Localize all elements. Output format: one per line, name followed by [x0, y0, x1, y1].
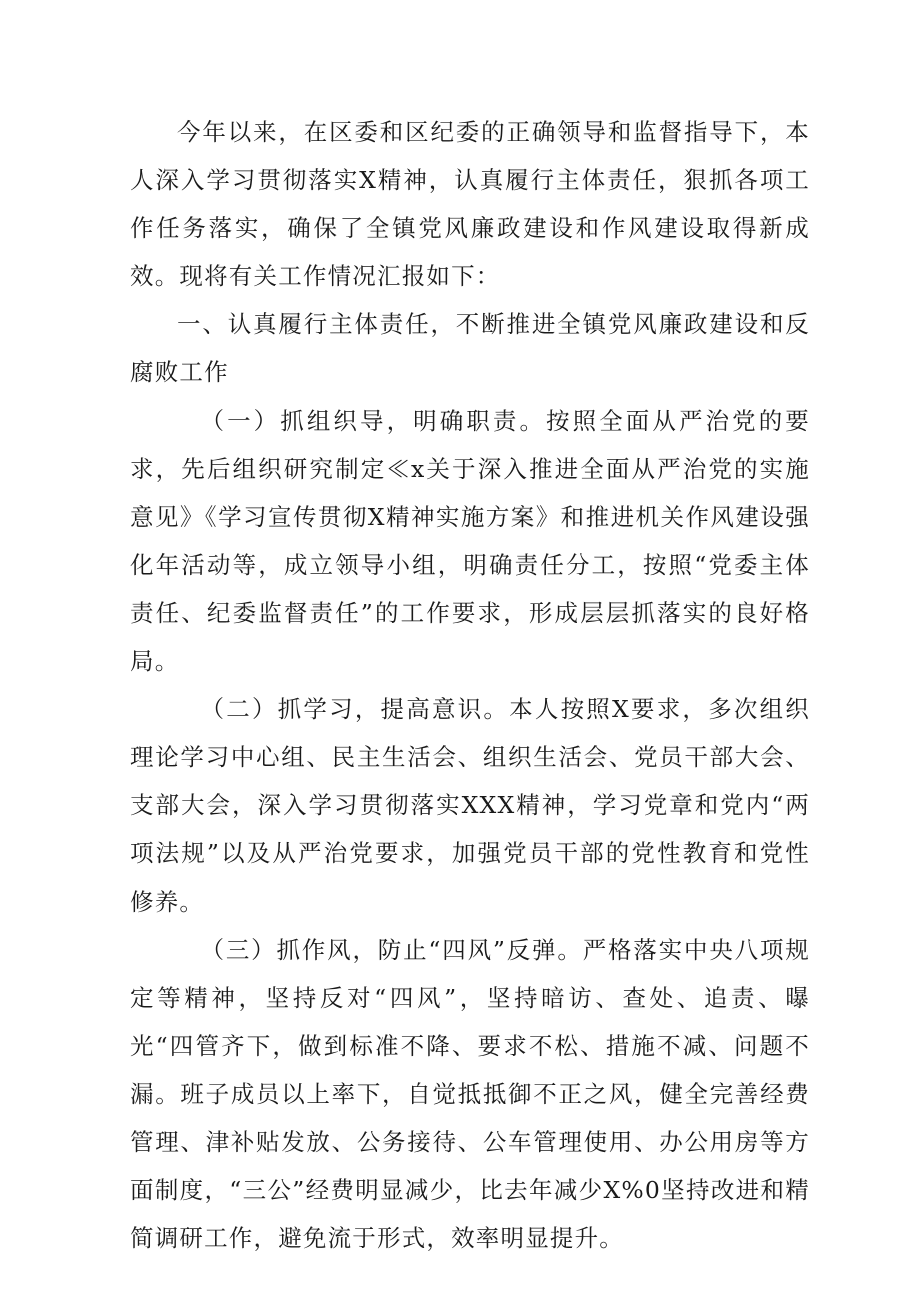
- list-item-organization: （一）抓组织导，明确职责。按照全面从严治党的要求，先后组织研究制定≪x关于深入推进全面从严治党的实施意见》《学习宣传贯彻X精神实施方案》和推进机关作风建设强化年活动等，成立领导小组，明确责任分工，按照“党委主体责任、纪委监督责任”的工作要求，形成层层抓落实的良好格局。: [130, 406, 810, 676]
- list-item-work-style: （三）抓作风，防止“四风”反弹。严格落实中央八项规定等精神，坚持反对“四风”，坚持暗访、查处、追责、曝光“四管齐下，做到标准不降、要求不松、措施不减、问题不漏。班子成员以上率下，自觉抵抵御不正之风，健全完善经费管理、津补贴发放、公务接待、公车管理使用、办公用房等方面制度，“三公”经费明显减少，比去年减少X%0坚持改进和精简调研工作，避免流于形式，效率明显提升。: [130, 935, 810, 1253]
- section-heading: 一、认真履行主体责任，不断推进全镇党风廉政建设和反腐败工作: [130, 310, 810, 387]
- list-item-study: （二）抓学习，提高意识。本人按照X要求，多次组织理论学习中心组、民主生活会、组织生活会、党员干部大会、支部大会，深入学习贯彻落实XXX精神，学习党章和党内“两项法规”以及从严治党要求，加强党员干部的党性教育和党性修养。: [130, 695, 810, 916]
- intro-paragraph: 今年以来，在区委和区纪委的正确领导和监督指导下，本人深入学习贯彻落实X精神，认真履行主体责任，狠抓各项工作任务落实，确保了全镇党风廉政建设和作风建设取得新成效。现将有关工作情况汇报如下：: [130, 118, 810, 291]
- document-body: [130, 108, 810, 1262]
